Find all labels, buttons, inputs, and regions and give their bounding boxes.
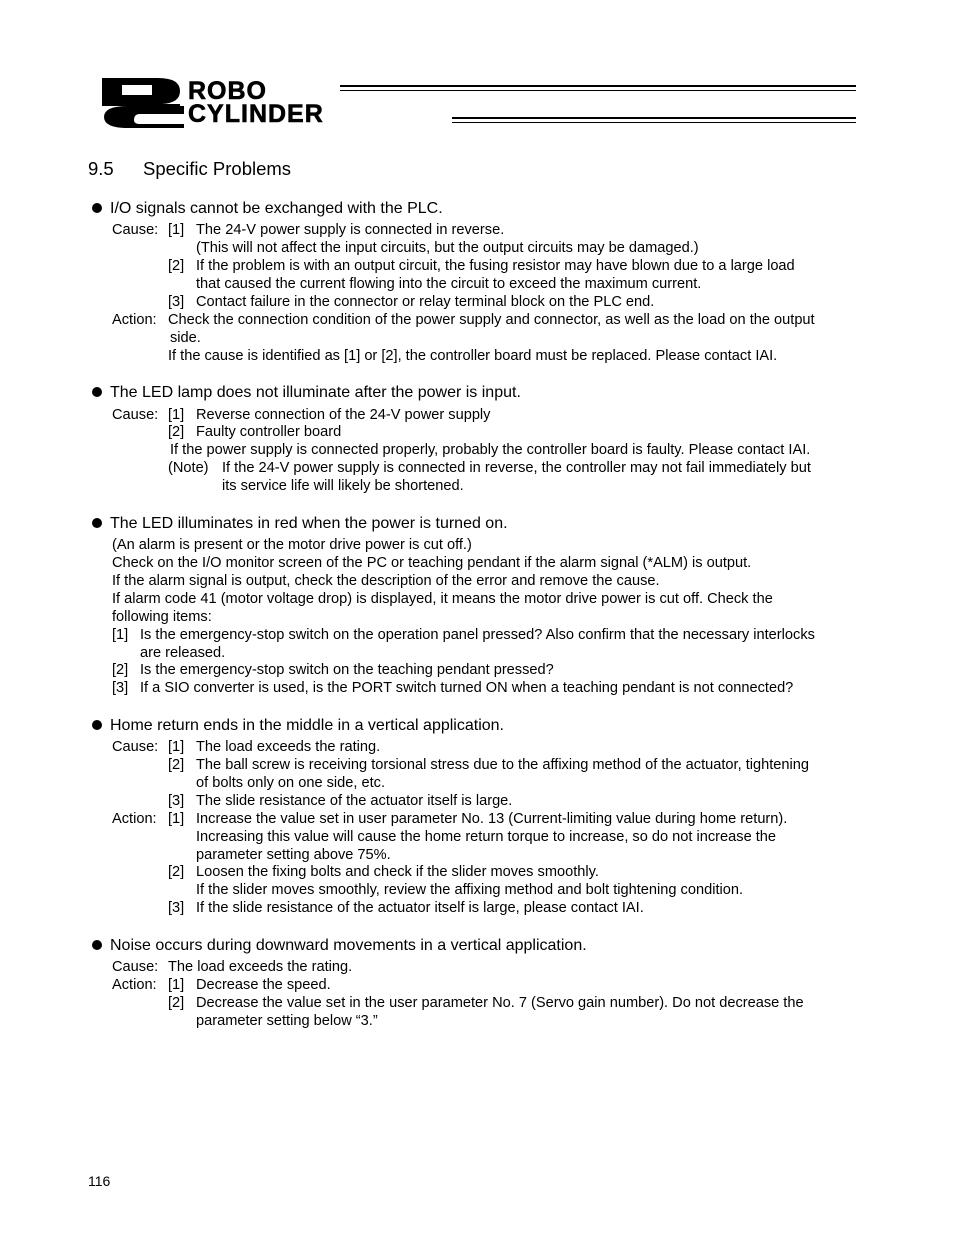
body-text: following items: (112, 609, 212, 625)
header-rule-top-1 (340, 85, 856, 87)
item-number: [2] (168, 424, 185, 440)
action-label: Action: (112, 977, 157, 993)
check-item-text: are released. (140, 645, 226, 661)
item-number: [3] (168, 793, 185, 809)
action-text: side. (170, 330, 201, 346)
cause-text: If the problem is with an output circuit, the fusing resistor may have blown due to a large load (196, 258, 795, 274)
item-number: [3] (168, 294, 185, 310)
problem-title: I/O signals cannot be exchanged with the PLC. (110, 200, 443, 217)
bullet-icon (92, 387, 102, 397)
item-number: [1] (112, 627, 129, 643)
problem-title: Noise occurs during downward movements in a vertical application. (110, 937, 587, 954)
cause-text: that caused the current flowing into the circuit to exceed the maximum current. (196, 276, 702, 292)
item-number: [1] (168, 407, 185, 423)
header-rule-top-2 (340, 90, 856, 91)
header-rule-bottom-2 (452, 122, 856, 123)
cause-text: The load exceeds the rating. (196, 739, 381, 755)
action-text: Increasing this value will cause the home return torque to increase, so do not increase the (196, 829, 777, 845)
action-label: Action: (112, 811, 157, 827)
item-number: [2] (112, 662, 129, 678)
section-number: 9.5 (88, 158, 114, 179)
cause-text: Reverse connection of the 24-V power supply (196, 407, 491, 423)
item-number: [1] (168, 811, 185, 827)
logo-text-robo: ROBO (188, 77, 267, 105)
item-number: [3] (112, 680, 129, 696)
cause-text: The ball screw is receiving torsional stress due to the affixing method of the actuator, tightening (196, 757, 810, 773)
problem-title: The LED lamp does not illuminate after the power is input. (110, 384, 521, 401)
rc-logo-icon (100, 76, 186, 130)
action-label: Action: (112, 312, 157, 328)
header-rule-bottom-1 (452, 117, 856, 119)
action-text: Decrease the speed. (196, 977, 331, 993)
bullet-icon (92, 518, 102, 528)
page-number: 116 (88, 1173, 111, 1189)
item-number: [2] (168, 995, 185, 1011)
body-text: If the alarm signal is output, check the description of the error and remove the cause. (112, 573, 660, 589)
body-text: Check on the I/O monitor screen of the PC or teaching pendant if the alarm signal (*ALM) is output. (112, 555, 752, 571)
bullet-icon (92, 203, 102, 213)
check-item-text: If a SIO converter is used, is the PORT switch turned ON when a teaching pendant is not connected? (140, 680, 794, 696)
action-text: Decrease the value set in the user parameter No. 7 (Servo gain number). Do not decrease the (196, 995, 804, 1011)
cause-text: If the power supply is connected properly, probably the controller board is faulty. Please contact IAI. (170, 442, 811, 458)
problem-title: The LED illuminates in red when the power is turned on. (110, 515, 508, 532)
action-text: Check the connection condition of the power supply and connector, as well as the load on the output (168, 312, 815, 328)
action-text: parameter setting above 75%. (196, 847, 391, 863)
cause-label: Cause: (112, 739, 159, 755)
action-text: If the slide resistance of the actuator itself is large, please contact IAI. (196, 900, 644, 916)
body-text: If alarm code 41 (motor voltage drop) is displayed, it means the motor drive power is cut off. Check the (112, 591, 773, 607)
item-number: [2] (168, 864, 185, 880)
action-text: Loosen the fixing bolts and check if the slider moves smoothly. (196, 864, 599, 880)
cause-text: The load exceeds the rating. (168, 959, 353, 975)
check-item-text: Is the emergency-stop switch on the teaching pendant pressed? (140, 662, 554, 678)
item-number: [2] (168, 258, 185, 274)
action-text: parameter setting below “3.” (196, 1013, 378, 1029)
cause-text: Faulty controller board (196, 424, 342, 440)
section-title: Specific Problems (143, 158, 292, 179)
bullet-icon (92, 720, 102, 730)
cause-text: of bolts only on one side, etc. (196, 775, 386, 791)
note-text: If the 24-V power supply is connected in reverse, the controller may not fail immediately but (222, 460, 811, 476)
body-text: (An alarm is present or the motor drive power is cut off.) (112, 537, 472, 553)
problem-title: Home return ends in the middle in a vertical application. (110, 717, 504, 734)
item-number: [1] (168, 977, 185, 993)
note-label: (Note) (168, 460, 209, 476)
item-number: [1] (168, 222, 185, 238)
cause-label: Cause: (112, 407, 159, 423)
note-text: its service life will likely be shortened. (222, 478, 464, 494)
cause-text: The 24-V power supply is connected in reverse. (196, 222, 505, 238)
cause-label: Cause: (112, 959, 159, 975)
bullet-icon (92, 940, 102, 950)
check-item-text: Is the emergency-stop switch on the operation panel pressed? Also confirm that the necessary interlocks (140, 627, 815, 643)
action-text: If the slider moves smoothly, review the affixing method and bolt tightening condition. (196, 882, 744, 898)
cause-text: Contact failure in the connector or relay terminal block on the PLC end. (196, 294, 655, 310)
action-text: If the cause is identified as [1] or [2], the controller board must be replaced. Please contact IAI. (168, 348, 778, 364)
item-number: [1] (168, 739, 185, 755)
action-text: Increase the value set in user parameter No. 13 (Current-limiting value during home return). (196, 811, 788, 827)
item-number: [2] (168, 757, 185, 773)
cause-label: Cause: (112, 222, 159, 238)
logo-text-cylinder: CYLINDER (188, 100, 324, 128)
cause-text: The slide resistance of the actuator itself is large. (196, 793, 513, 809)
cause-text: (This will not affect the input circuits, but the output circuits may be damaged.) (196, 240, 699, 256)
item-number: [3] (168, 900, 185, 916)
